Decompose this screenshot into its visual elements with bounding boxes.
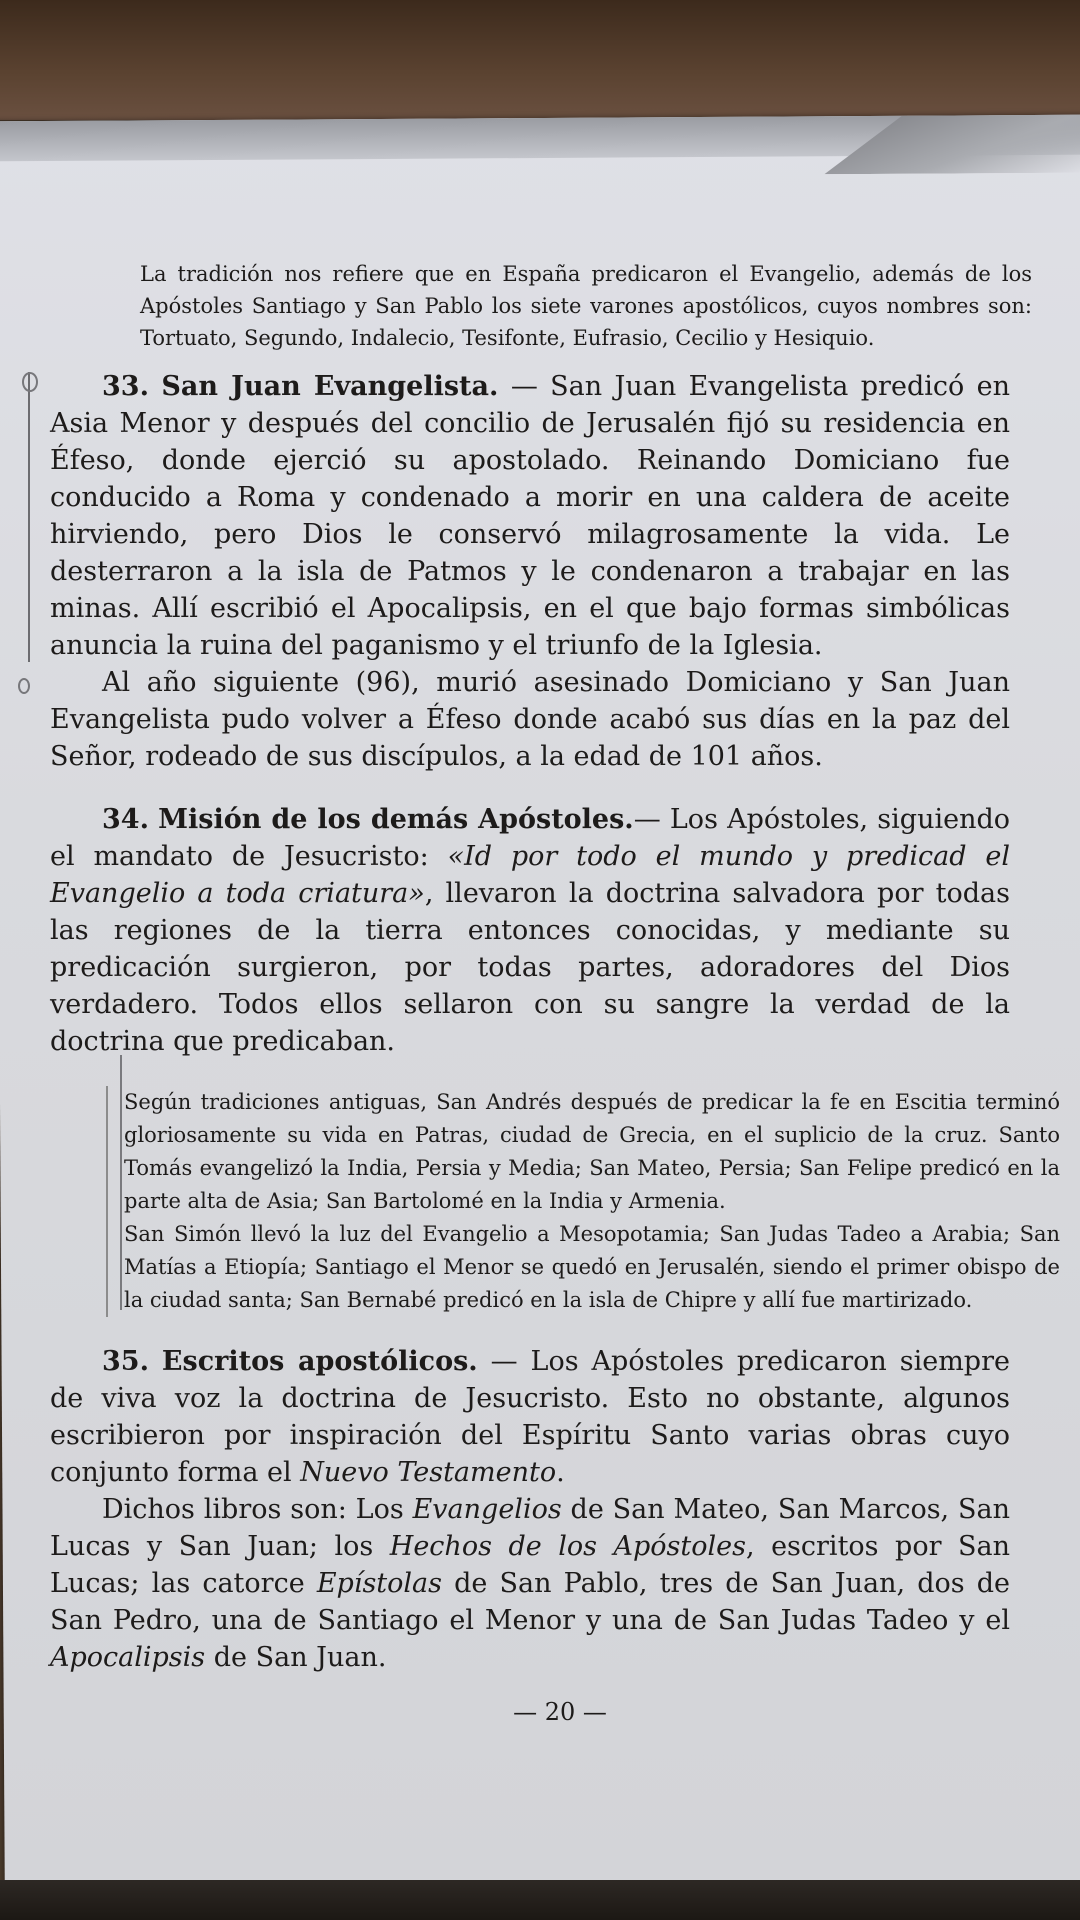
section-33 xyxy=(50,368,1010,664)
section-34 xyxy=(50,801,1010,1060)
book-title: Epístolas xyxy=(316,1568,442,1599)
pen-margin-line xyxy=(28,372,30,662)
book-title: Apocalipsis xyxy=(50,1642,206,1673)
book-title: Hechos de los Apóstoles xyxy=(389,1531,746,1562)
scripture-quote: «Id por todo el mundo y predicad el Evangelio a toda criatura» xyxy=(50,841,1010,909)
books-text: , escritos por San Lucas; las catorce xyxy=(50,1531,1010,1599)
book-title: Evangelios xyxy=(412,1494,562,1525)
section-33-continuation: Al año siguiente (96), murió asesinado Domiciano y San Juan Evangelista pudo volver a Éfeso donde acabó sus días en la paz del Señor, rodeado de sus discípulos, a la edad de 101 años. xyxy=(50,667,1010,772)
section-number: 34. xyxy=(102,804,149,835)
apostles-note-2: San Simón llevó la luz del Evangelio a Mesopotamia; San Judas Tadeo a Arabia; San Matías a Etiopía; Santiago el Menor se quedó en Jerusalén, siendo el primer obispo de la ciudad santa; San Bernabé predicó en la isla de Chipre y allí fue martirizado. xyxy=(124,1222,1060,1312)
section-title: Misión de los demás Apóstoles. xyxy=(158,804,634,835)
apostles-note-1: Según tradiciones antiguas, San Andrés después de predicar la fe en Escitia terminó gloriosamente su vida en Patras, ciudad de Grecia, en el suplicio de la cruz. Santo Tomás evangelizó la India, Persia y Media; San Mateo, Persia; San Felipe predicó en la parte alta de Asia; San Bartolomé en la India y Armenia. xyxy=(124,1090,1060,1213)
bottom-edge xyxy=(0,1880,1080,1920)
books-list xyxy=(50,1491,1010,1676)
books-text: Dichos libros son: Los xyxy=(102,1494,413,1525)
section-35 xyxy=(50,1343,1010,1491)
section-body: — San Juan Evangelista predicó en Asia Menor y después del concilio de Jerusalén fijó su residencia en Éfeso, donde ejerció su apostolado. Reinando Domiciano fue conducido a Roma y condenado a morir en una caldera de aceite hirviendo, pero Dios le conservó milagrosamente la vida. Le desterraron a la isla de Patmos y le condenaron a trabajar en las minas. Allí escribió el Apocalipsis, en el que bajo formas simbólicas anuncia la ruina del paganismo y el triunfo de la Iglesia. xyxy=(50,371,1010,661)
section-number: 35. xyxy=(102,1346,149,1377)
books-text: de San Juan. xyxy=(205,1642,387,1673)
section-title: San Juan Evangelista. xyxy=(161,371,499,402)
section-body: — Los Apóstoles, siguiendo el mandato de Jesucristo: xyxy=(50,804,1010,872)
pen-margin-dot xyxy=(22,372,38,392)
new-testament-term: Nuevo Testamento xyxy=(300,1457,557,1488)
section-number: 33. xyxy=(102,371,149,402)
apostles-note xyxy=(106,1086,1060,1317)
section-body: , llevaron la doctrina salvadora por todas las regiones de la tierra entonces conocidas, y mediante su predicación surgieron, por todas partes, adoradores del Dios verdadero. Todos ellos sellaron con su sangre la verdad de la doctrina que predicaban. xyxy=(50,878,1010,1057)
table-background xyxy=(0,0,1080,120)
section-body: — Los Apóstoles predicaron siempre de viva voz la doctrina de Jesucristo. Esto no obstante, algunos escribieron por inspiración del Espíritu Santo varias obras cuyo conjunto forma el xyxy=(50,1346,1010,1488)
books-text: de San Mateo, San Marcos, San Lucas y San Juan; los xyxy=(50,1494,1010,1562)
section-title: Escritos apostólicos. xyxy=(161,1346,478,1377)
page-content xyxy=(50,258,1060,1726)
page-number: — 20 — xyxy=(513,1698,607,1726)
pen-margin-dot xyxy=(18,678,30,694)
section-body-end: . xyxy=(556,1457,565,1488)
intro-note: La tradición nos refiere que en España predicaron el Evangelio, además de los Apóstoles Santiago y San Pablo los siete varones apostólicos, cuyos nombres son: Tortuato, Segundo, Indalecio, Tesifonte, Eufrasio, Cecilio y Hesiquio. xyxy=(140,262,1032,350)
books-text: de San Pablo, tres de San Juan, dos de San Pedro, una de Santiago el Menor y una de San Judas Tadeo y el xyxy=(50,1568,1010,1636)
